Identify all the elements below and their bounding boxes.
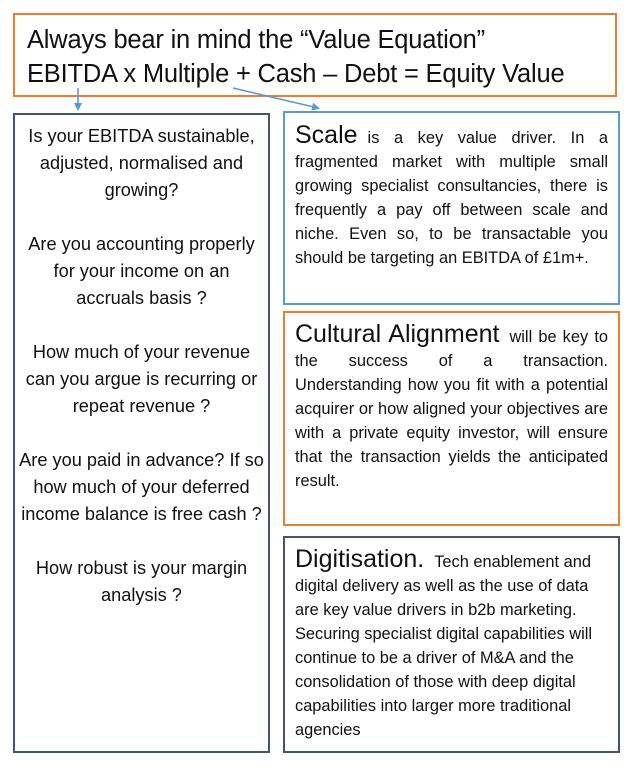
value-equation-formula: EBITDA x Multiple + Cash – Debt = Equity Value [27, 60, 565, 88]
culture-heading: Cultural Alignment [295, 320, 500, 348]
ebitda-questions-box [13, 113, 270, 753]
scale-heading: Scale [295, 121, 358, 149]
cultural-alignment-box [283, 311, 620, 526]
question-recurring-revenue: How much of your revenue can you argue is recurring or repeat revenue ? [25, 342, 258, 416]
culture-text: will be key to the success of a transaction. Understanding how you fit with a potential acquirer or how aligned your objectives are with a private equity investor, will ensure that the transaction yields the anticipated result. [295, 328, 608, 490]
scale-text: is a key value driver. In a fragmented market with multiple small growing specialist consultancies, there is frequently a pay off between scale and niche. Even so, to be transactable you should be targeting an EBITDA of £1m+. [295, 129, 608, 267]
digital-heading: Digitisation. [295, 545, 425, 573]
scale-paragraph [295, 123, 608, 270]
digital-text: Tech enablement and digital delivery as well as the use of data are key value drivers in b2b marketing. Securing specialist digital capabilities will continue to be a driver of M&A and the consolidation of those with deep digital capabilities into larger more traditional agencies [295, 553, 592, 739]
header-title: Always bear in mind the “Value Equation” [27, 26, 485, 54]
digitisation-box [283, 536, 620, 753]
question-accruals: Are you accounting properly for your income on an accruals basis ? [28, 234, 255, 308]
scale-box [283, 111, 620, 305]
digital-paragraph [295, 547, 608, 742]
question-margin-analysis: How robust is your margin analysis ? [35, 558, 248, 605]
question-ebitda: Is your EBITDA sustainable, adjusted, normalised and growing? [28, 126, 255, 200]
value-equation-box [13, 13, 617, 97]
question-paid-in-advance: Are you paid in advance? If so how much of your deferred income balance is free cash ? [19, 450, 264, 524]
culture-paragraph [295, 322, 608, 493]
